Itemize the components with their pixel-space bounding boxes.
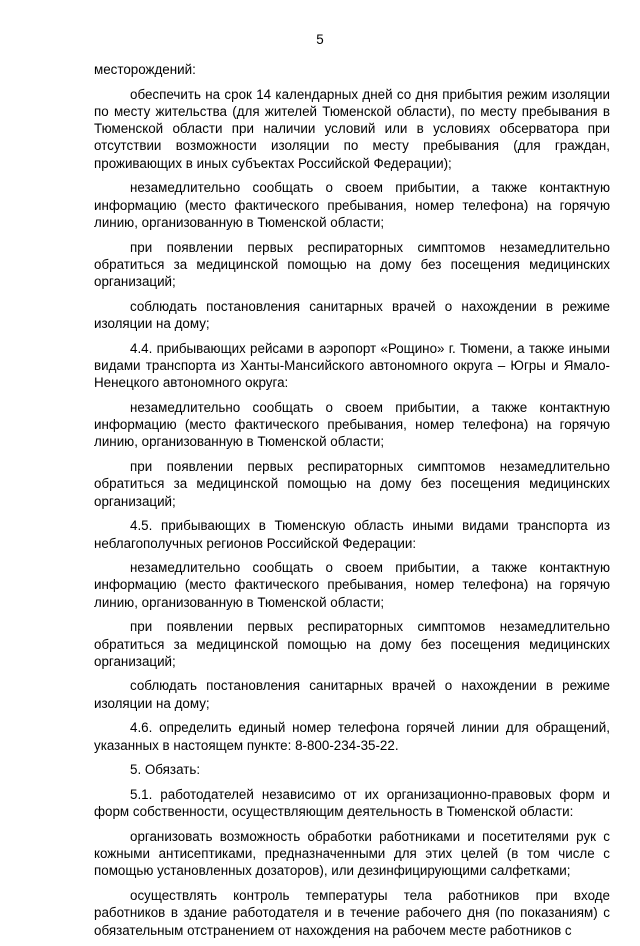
paragraph: 4.5. прибывающих в Тюменскую область иными видами транспорта из неблагополучных регионов Российской Федерации: [94, 518, 610, 551]
paragraph: при появлении первых респираторных симптомов незамедлительно обратиться за медицинской помощью на дому без посещения медицинских организаций; [94, 239, 610, 290]
paragraph: незамедлительно сообщать о своем прибытии, а также контактную информацию (место фактического пребывания, номер телефона) на горячую линию, организованную в Тюменской области; [94, 560, 610, 610]
paragraph: при появлении первых респираторных симптомов незамедлительно обратиться за медицинской помощью на дому без посещения медицинских организаций; [94, 459, 610, 509]
paragraph: осуществлять контроль температуры тела работников при входе работников в здание работодателя и в течение рабочего дня (по показаниям) с обязательным отстранением от нахождения на рабочем месте работников с [94, 887, 610, 938]
paragraph: при появлении первых респираторных симптомов незамедлительно обратиться за медицинской помощью на дому без посещения медицинских организаций; [94, 619, 610, 669]
paragraph: месторождений: [94, 62, 196, 77]
paragraph: 4.6. определить единый номер телефона горячей линии для обращений, указанных в настоящем пункте: 8-800-234-35-22. [94, 720, 610, 753]
paragraph: незамедлительно сообщать о своем прибытии, а также контактную информацию (место фактического пребывания, номер телефона) на горячую линию, организованную в Тюменской области; [94, 399, 610, 450]
paragraph: 5. Обязать: [130, 762, 201, 778]
paragraph: 5.1. работодателей независимо от их организационно-правовых форм и форм собственности, осуществляющим деятельность в Тюменской области: [94, 786, 610, 820]
paragraph: 4.4. прибывающих рейсами в аэропорт «Рощино» г. Тюмени, а также иными видами транспорта из Ханты-Мансийского автономного округа – Югры и Ямало-Ненецкого автономного округа: [94, 340, 610, 391]
document-body [94, 61, 610, 946]
paragraph: соблюдать постановления санитарных врачей о нахождении в режиме изоляции на дому; [94, 678, 610, 711]
paragraph: организовать возможность обработки работниками и посетителями рук с кожными антисептиками, предназначенными для этих целей (в том числе с помощью установленных дозаторов), или дезинфицирующими салфетками; [94, 828, 610, 879]
paragraph: незамедлительно сообщать о своем прибытии, а также контактную информацию (место фактического пребывания, номер телефона) на горячую линию, организованную в Тюменской области; [94, 180, 610, 230]
paragraph: соблюдать постановления санитарных врачей о нахождении в режиме изоляции на дому; [94, 298, 610, 332]
paragraph: обеспечить на срок 14 календарных дней со дня прибытия режим изоляции по месту жительства (для жителей Тюменской области), по месту пребывания в Тюменской области при наличии условий или в условиях обсерватора при отсутствии возможности изоляции по месту пребывания (для граждан, проживающих в иных субъектах Российской Федерации); [94, 86, 610, 171]
page-number: 5 [316, 32, 324, 47]
